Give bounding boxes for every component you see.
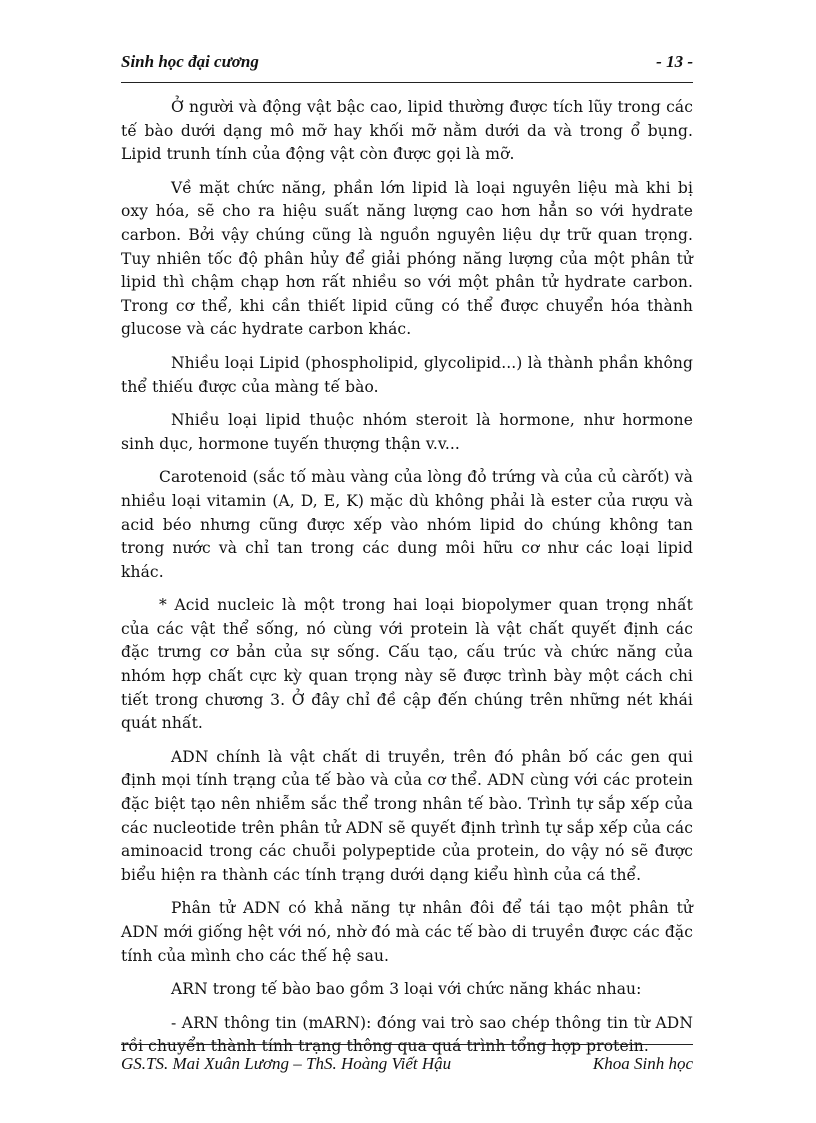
footer-rule xyxy=(121,1044,693,1045)
book-title: Sinh học đại cương xyxy=(121,52,259,71)
paragraph-lipid-function: Về mặt chức năng, phần lớn lipid là loại nguyên liệu mà khi bị oxy hóa, sẽ cho ra hiệu suất năng lượng cao hơn hẳn so với hydrate carbon. Bởi vậy chúng cũng là nguồn nguyên liệu dự trữ quan trọng. Tuy nhiên tốc độ phân hủy để giải phóng năng lượng của một phân tử lipid thì chậm chạp hơn rất nhiều so với một phân tử hydrate carbon. Trong cơ thể, khi cần thiết lipid cũng có thể được chuyển hóa thành glucose và các hydrate carbon khác. xyxy=(121,178,693,339)
page-header xyxy=(121,52,693,74)
header-rule xyxy=(121,82,693,83)
paragraph-carotenoid: Carotenoid (sắc tố màu vàng của lòng đỏ trứng và của củ càrốt) và nhiều loại vitamin (A, D, E, K) mặc dù không phải là ester của rượu và acid béo nhưng cũng được xếp vào nhóm lipid do chúng không tan trong nước và chỉ tan trong các dung môi hữu cơ như các loại lipid khác. xyxy=(121,468,693,581)
paragraph-dna-genetic: ADN chính là vật chất di truyền, trên đó phân bố các gen qui định mọi tính trạng của tế bào và của cơ thể. ADN cùng với các protein đặc biệt tạo nên nhiễm sắc thể trong nhân tế bào. Trình tự sắp xếp của các nucleotide trên phân tử ADN sẽ quyết định trình tự sắp xếp của các aminoacid trong các chuỗi polypeptide của protein, do vậy nó sẽ được biểu hiện ra thành các tính trạng dưới dạng kiểu hình của cá thể. xyxy=(121,747,693,884)
page-body xyxy=(121,96,693,1069)
paragraph-nucleic-acid: * Acid nucleic là một trong hai loại biopolymer quan trọng nhất của các vật thể sống, nó cùng với protein là vật chất quyết định các đặc trưng cơ bản của sự sống. Cấu tạo, cấu trúc và chức năng của nhóm hợp chất cực kỳ quan trọng này sẽ được trình bày một cách chi tiết trong chương 3. Ở đây chỉ đề cập đến chúng trên những nét khái quát nhất. xyxy=(121,596,693,733)
footer-authors: GS.TS. Mai Xuân Lương – ThS. Hoàng Viết Hậu xyxy=(121,1054,452,1073)
paragraph-mrna: - ARN thông tin (mARN): đóng vai trò sao chép thông tin từ ADN rồi chuyển thành tính trạng thông qua quá trình tổng hợp protein. xyxy=(121,1013,693,1056)
page-footer xyxy=(121,1054,693,1076)
paragraph-steroid-hormones: Nhiều loại lipid thuộc nhóm steroit là hormone, như hormone sinh dục, hormone tuyến thượng thận v.v... xyxy=(121,411,693,453)
paragraph-dna-replication: Phân tử ADN có khả năng tự nhân đôi để tái tạo một phân tử ADN mới giống hệt với nó, nhờ đó mà các tế bào di truyền được các đặc tính của mình cho các thế hệ sau. xyxy=(121,899,693,965)
page-number: - 13 - xyxy=(656,52,693,71)
paragraph-rna-types: ARN trong tế bào bao gồm 3 loại với chức năng khác nhau: xyxy=(171,980,642,999)
footer-department: Khoa Sinh học xyxy=(592,1054,693,1073)
paragraph-lipid-storage: Ở người và động vật bậc cao, lipid thường được tích lũy trong các tế bào dưới dạng mô mỡ hay khối mỡ nằm dưới da và trong ổ bụng. Lipid trunh tính của động vật còn được gọi là mỡ. xyxy=(121,98,693,164)
paragraph-membrane-lipids: Nhiều loại Lipid (phospholipid, glycolipid...) là thành phần không thể thiếu được của màng tế bào. xyxy=(121,353,693,396)
